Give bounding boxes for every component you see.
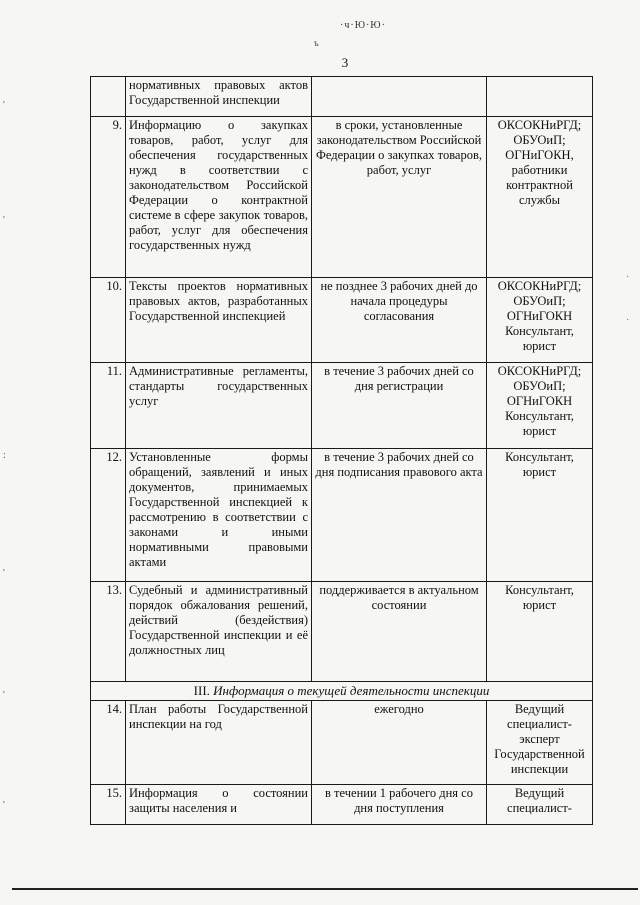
row-number: 11. [91,363,126,449]
row-term: в сроки, установленные законодательством Российской Федерации о закупках товаров, работ, услуг [312,117,487,278]
page-number: 3 [341,55,349,70]
top-dot-mark: ъ [314,38,319,48]
margin-tick: ' [3,100,5,111]
row-number: 9. [91,117,126,278]
table-row [91,785,593,825]
page-bottom-rule [12,888,638,890]
row-responsible: ОКСОКНиРГД; ОБУОиП; ОГНиГОКН Консультант, юрист [487,278,593,363]
table-row [91,701,593,785]
row-info: Судебный и административный порядок обжалования решений, действий (бездействия) Государственной инспекции и её должностных лиц [126,582,312,682]
row-responsible: Консультант, юрист [487,582,593,682]
row-responsible [487,77,593,117]
margin-tick: : [3,450,6,461]
row-number: 10. [91,278,126,363]
table-row [91,77,593,117]
section-heading [91,682,593,701]
section-title: Информация о текущей деятельности инспекции [213,683,490,698]
row-number: 14. [91,701,126,785]
row-number: 12. [91,449,126,582]
row-responsible: Ведущий специалист- [487,785,593,825]
row-responsible: Консультант, юрист [487,449,593,582]
row-info: Административные регламенты, стандарты государственных услуг [126,363,312,449]
row-term: в течении 1 рабочего дня со дня поступления [312,785,487,825]
row-info: Установленные формы обращений, заявлений и иных документов, принимаемых Государственной инспекцией к рассмотрению в соответствии с законами и иными нормативными правовыми актами [126,449,312,582]
table-row [91,278,593,363]
row-responsible: Ведущий специалист-эксперт Государственной инспекции [487,701,593,785]
margin-tick: · [626,315,630,326]
margin-tick: ' [3,215,5,226]
row-term: в течение 3 рабочих дней со дня регистрации [312,363,487,449]
section-roman: III. [193,683,210,698]
table-row [91,449,593,582]
margin-tick: ' [3,690,5,701]
row-number: 13. [91,582,126,682]
table-row [91,117,593,278]
row-responsible: ОКСОКНиРГД; ОБУОиП; ОГНиГОКН Консультант, юрист [487,363,593,449]
row-term: поддерживается в актуальном состоянии [312,582,487,682]
margin-tick: ' [3,800,5,811]
table-row [91,582,593,682]
row-info: Информация о состоянии защиты населения и [126,785,312,825]
row-info: Информацию о закупках товаров, работ, услуг для обеспечения государственных нужд в соответствии с законодательством Российской Федерации о контрактной системе в сфере закупок товаров, работ, услуг для обеспечения государственных нужд [126,117,312,278]
row-term: ежегодно [312,701,487,785]
table-row [91,363,593,449]
row-responsible: ОКСОКНиРГД; ОБУОиП; ОГНиГОКН, работники контрактной службы [487,117,593,278]
margin-tick: ' [3,568,5,579]
disclosure-table [90,76,593,825]
row-info: нормативных правовых актов Государственной инспекции [126,77,312,117]
row-info: Тексты проектов нормативных правовых актов, разработанных Государственной инспекцией [126,278,312,363]
row-number [91,77,126,117]
row-number: 15. [91,785,126,825]
row-info: План работы Государственной инспекции на год [126,701,312,785]
row-term: в течение 3 рабочих дней со дня подписания правового акта [312,449,487,582]
row-term: не позднее 3 рабочих дней до начала процедуры согласования [312,278,487,363]
section-row [91,682,593,701]
row-term [312,77,487,117]
top-stamp-mark: ·ч·Ю·Ю· [340,20,386,31]
margin-tick: · [626,272,630,283]
